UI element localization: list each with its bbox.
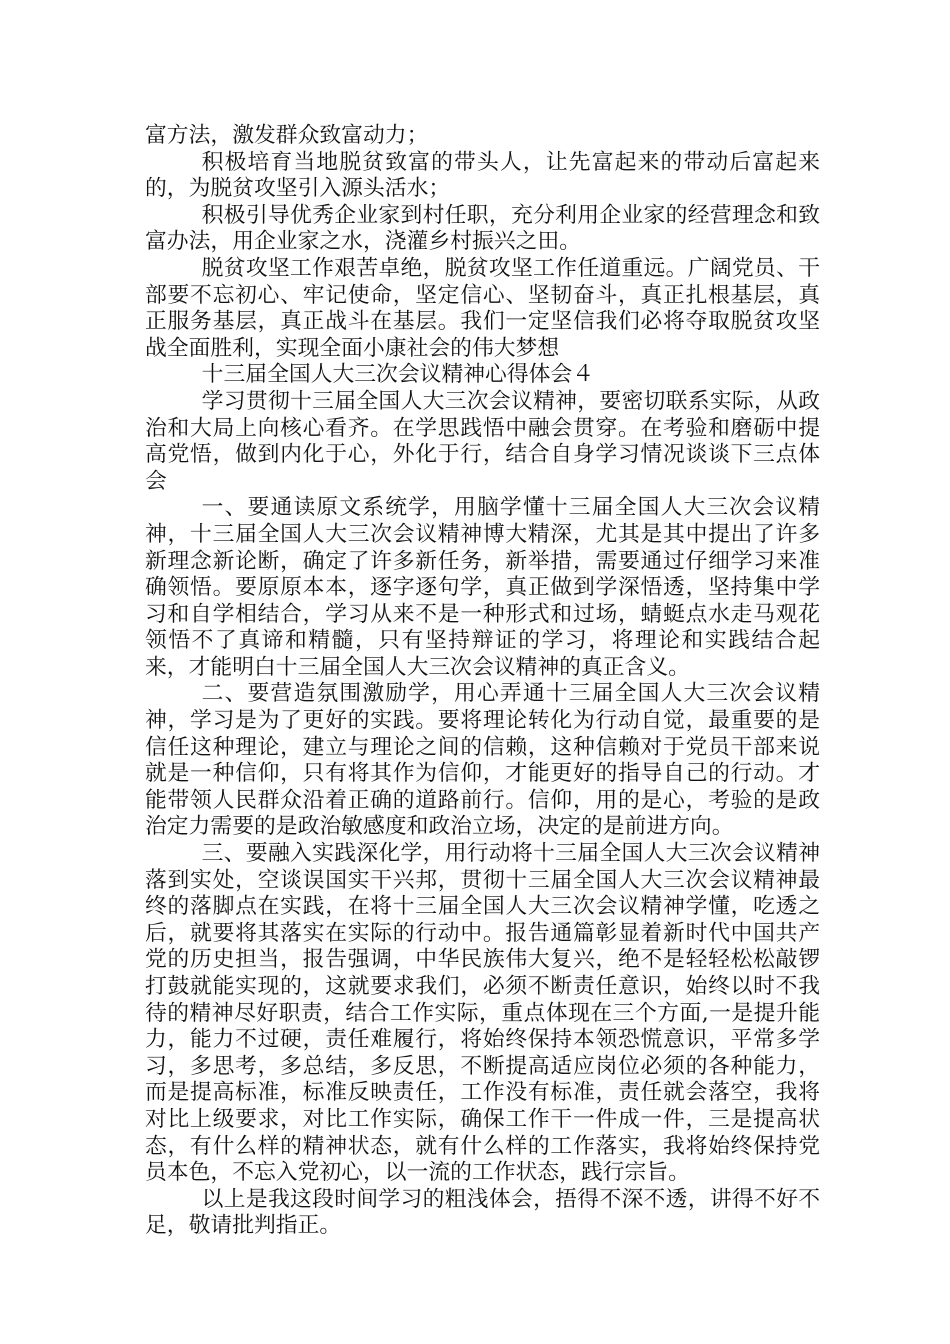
document-page (145, 123, 820, 1240)
paragraph-point-one: 一、要通读原文系统学，用脑学懂十三届全国人大三次会议精神，十三届全国人大三次会议精神博大精深，尤其是其中提出了许多新理念新论断，确定了许多新任务，新举措，需要通过仔细学习来准确领悟。要原原本本，逐字逐句学，真正做到学深悟透，坚持集中学习和自学相结合，学习从来不是一种形式和过场，蜻蜓点水走马观花领悟不了真谛和精髓，只有坚持辩证的学习，将理论和实践结合起来，才能明白十三届全国人大三次会议精神的真正含义。 (145, 495, 820, 680)
paragraph-continuation: 富方法，激发群众致富动力； (145, 123, 429, 148)
section-heading: 十三届全国人大三次会议精神心得体会４ (201, 362, 595, 388)
paragraph-closing: 以上是我这段时间学习的粗浅体会，捂得不深不透，讲得不好不足，敬请批判指正。 (145, 1186, 820, 1239)
paragraph-intro: 学习贯彻十三届全国人大三次会议精神，要密切联系实际，从政治和大局上向核心看齐。在学思践悟中融会贯穿。在考验和磨砺中提高党悟，做到内化于心，外化于行，结合自身学习情况谈谈下三点体会 (145, 388, 820, 494)
paragraph-point-three: 三、要融入实践深化学，用行动将十三届全国人大三次会议精神落到实处，空谈误国实干兴邦，贯彻十三届全国人大三次会议精神最终的落脚点在实践，在将十三届全国人大三次会议精神学懂，吃透之后，就要将其落实在实际的行动中。报告通篇彰显着新时代中国共产党的历史担当，报告强调，中华民族伟大复兴，绝不是轻轻松松敲锣打鼓就能实现的，这就要求我们，必须不断责任意识，始终以时不我待的精神尽好职责，结合工作实际，重点体现在三个方面,一是提升能力，能力不过硬，责任难履行，将始终保持本领恐慌意识，平常多学习，多思考，多总结，多反思，不断提高适应岗位必须的各种能力，而是提高标准，标准反映责任，工作没有标准，责任就会落空，我将对比上级要求，对比工作实际，确保工作干一件成一件，三是提高状态，有什么样的精神状态，就有什么样的工作落实，我将始终保持党员本色，不忘入党初心，以一流的工作状态，践行宗旨。 (145, 841, 820, 1186)
paragraph-point-two: 二、要营造氛围激励学，用心弄通十三届全国人大三次会议精神，学习是为了更好的实践。要将理论转化为行动自觉，最重要的是信任这种理论，建立与理论之间的信赖，这种信赖对于党员干部来说就是一种信仰，只有将其作为信仰，才能更好的指导自己的行动。才能带领人民群众沿着正确的道路前行。信仰，用的是心，考验的是政治定力需要的是政治敏感度和政治立场，决定的是前进方向。 (145, 681, 820, 840)
paragraph-leaders: 积极培育当地脱贫致富的带头人，让先富起来的带动后富起来的，为脱贫攻坚引入源头活水； (145, 149, 820, 202)
paragraph-entrepreneurs: 积极引导优秀企业家到村任职，充分利用企业家的经营理念和致富办法，用企业家之水，浇灌乡村振兴之田。 (145, 202, 820, 255)
paragraph-poverty-conclusion: 脱贫攻坚工作艰苦卓绝，脱贫攻坚工作任道重远。广阔党员、干部要不忘初心、牢记使命，坚定信心、坚韧奋斗，真正扎根基层，真正服务基层，真正战斗在基层。我们一定坚信我们必将夺取脱贫攻坚战全面胜利，实现全面小康社会的伟大梦想 (145, 255, 820, 361)
